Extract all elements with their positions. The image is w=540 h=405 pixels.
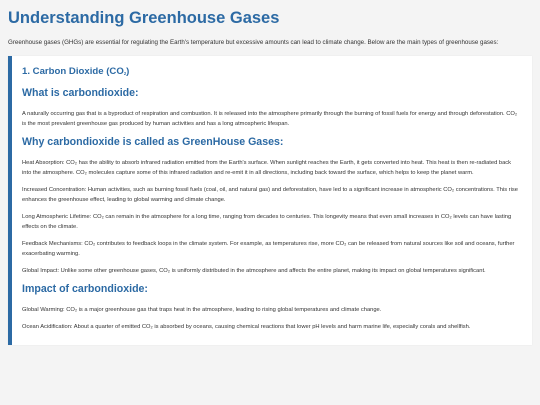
co2-section-card [8, 56, 532, 345]
why-heat-absorption: Heat Absorption: CO₂ has the ability to absorb infrared radiation emitted from the Earth's surface. When sunlight reaches the Earth, it gets converted into heat. This heat is then re-radiated back into the atmosphere. CO₂ molecules capture some of this infrared radiation and re-emit it in all directions, including back toward the surface, which helps to keep the planet warm. [22, 160, 512, 176]
page-title: Understanding Greenhouse Gases [8, 9, 280, 27]
why-increased-concentration: Increased Concentration: Human activities, such as burning fossil fuels (coal, oil, and natural gas) and deforestation, have led to a significant increase in atmospheric CO₂ concentrations. This rise enhances the greenhouse effect, leading to global warming and climate change. [22, 187, 518, 203]
impact-heading: Impact of carbondioxide: [22, 283, 148, 295]
impact-global-warming: Global Warming: CO₂ is a major greenhouse gas that traps heat in the atmosphere, leading to rising global temperatures and climate change. [22, 307, 382, 313]
why-feedback-mechanisms: Feedback Mechanisms: CO₂ contributes to feedback loops in the climate system. For example, as temperatures rise, more CO₂ can be released from natural sources like soil and oceans, further exacerbating warming. [22, 241, 515, 257]
impact-ocean-acidification: Ocean Acidification: About a quarter of emitted CO₂ is absorbed by oceans, causing chemical reactions that lower pH levels and harm marine life, especially corals and shellfish. [22, 324, 471, 330]
what-heading: What is carbondioxide: [22, 87, 139, 99]
why-global-impact: Global Impact: Unlike some other greenhouse gases, CO₂ is uniformly distributed in the atmosphere and affects the entire planet, making its impact on global temperatures significant. [22, 268, 486, 274]
what-paragraph: A naturally occurring gas that is a byproduct of respiration and combustion. It is released into the atmosphere primarily through the burning of fossil fuels for energy and through deforestation. CO₂ is the most prevalent greenhouse gas produced by human activities and has a long atmospheric lifespan. [22, 111, 518, 127]
section-heading-prefix: 1. Carbon Dioxide (CO [22, 66, 124, 77]
section-heading [22, 66, 520, 79]
intro-text: Greenhouse gases (GHGs) are essential for regulating the Earth's temperature but excessive amounts can lead to climate change. Below are the main types of greenhouse gases: [8, 39, 499, 46]
why-heading: Why carbondioxide is called as GreenHouse Gases: [22, 136, 284, 148]
why-long-lifetime: Long Atmospheric Lifetime: CO₂ can remain in the atmosphere for a long time, ranging from decades to centuries. This longevity means that even small increases in CO₂ levels can have lasting effects on the climate. [22, 214, 512, 230]
section-heading-suffix: ) [126, 66, 130, 77]
section-heading-subscript: 2 [123, 71, 127, 76]
